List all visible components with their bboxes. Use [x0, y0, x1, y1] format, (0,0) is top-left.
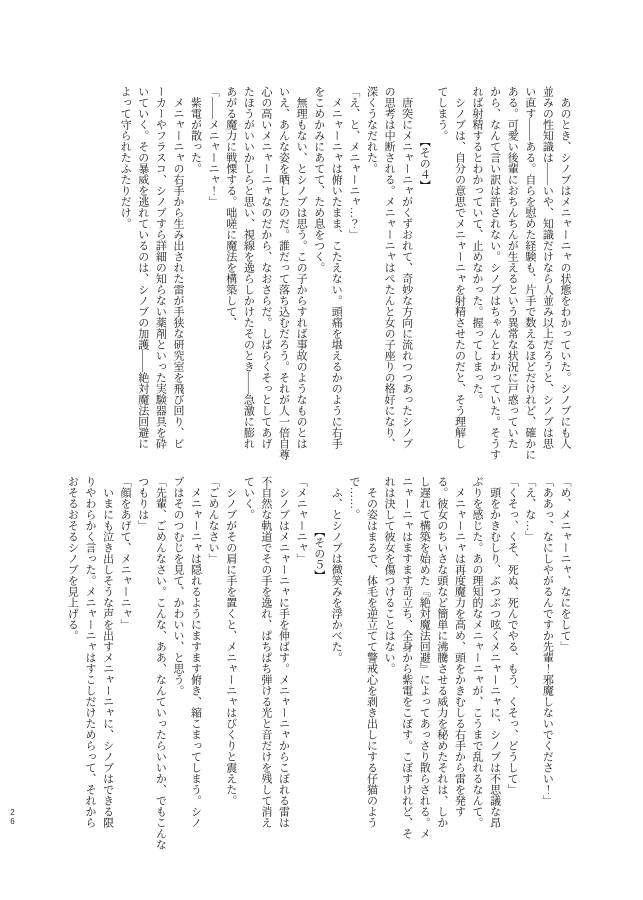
text-line: りやわらかく言った。メニャーニャはすこしだけためらって、それから — [83, 476, 96, 828]
text-line: たほうがいいかしらと思い、視線を逸らしかけたそのとき――急激に膨れ — [242, 86, 255, 449]
text-line: をこめかみにあてて、ため息をつく。 — [312, 86, 325, 273]
text-line: ーカーやフラスコ、シノブすら詳細の知らない薬剤といった実験器具を砕 — [154, 86, 167, 449]
text-line: 「――メニャーニャ！」 — [207, 86, 220, 207]
text-line: メニャーニャの右手から生み出された雷が手狭な研究室を飛び回り、ビ — [171, 86, 184, 449]
text-line: る。彼女のちいさな頭など簡単に沸騰させる威力を秘めたそれは、しか — [435, 476, 448, 828]
text-line: れは決して彼女を傷つけることはない。 — [383, 476, 396, 674]
text-line: 「ああっ、なにしやがるんですか先輩！邪魔しないでください！」 — [541, 476, 554, 806]
text-line: れば射精するとわかっていて、止めなかった。握ってしまった。 — [471, 86, 484, 405]
text-line: 「え、と、メニャーニャ…？」 — [347, 86, 360, 240]
text-line: の思考は中断される。メニャーニャはぺたんと女の子座りの格好になり、 — [383, 86, 396, 449]
text-line: ぶりを感じた。あの理知的なメニャーニャが、こうまで乱れるなんて。 — [471, 476, 484, 828]
text-line: 「先輩、ごめんなさい。こんな、ああ、なんていったらいいか、でもこんな — [154, 476, 167, 850]
text-line: 「え、な…」 — [523, 476, 536, 542]
text-line: てしまう。 — [435, 86, 448, 141]
text-line: 頭をかきむしり、ぶつぶつ呟くメニャーニャに、シノブは不思議な昂 — [488, 476, 501, 828]
text-line: いまにも泣き出しそうな声を出すメニャーニャに、シノブはできる限 — [101, 476, 114, 828]
text-line: で……。 — [347, 476, 360, 520]
text-line: メニャーニャは隠れるようにますます俯き、縮こまってしまう。シノ — [189, 476, 202, 828]
text-line: シノブがその肩に手を置くと、メニャーニャはびくりと震えた。 — [224, 476, 237, 806]
section-heading: 【その５】 — [312, 526, 325, 581]
text-line: シノブはメニャーニャに手を伸ばす。メニャーニャからこぼれる雷は — [277, 476, 290, 828]
page-number: 26 — [8, 808, 17, 826]
text-line: いていく。その暴威を逃れているのは、シノブの加護――絶対魔法回避に — [136, 86, 149, 449]
text-line: 不自然な軌道でその手を逸れ、ぱちぱち弾ける光と音だけを残して消え — [259, 476, 272, 828]
text-line: 「メニャーニャ」 — [295, 476, 308, 564]
text-line: おそるおそるシノブを見上げる。 — [66, 476, 79, 641]
text-line: ふ、とシノブは微笑みを浮かべた。 — [330, 476, 343, 663]
text-line: 無理もない、とシノブは思う。この子からすれば事故のようなものとは — [295, 86, 308, 449]
text-line: あがる魔力に戦慄する。咄嗟に魔法を構築して、 — [224, 86, 237, 328]
text-line: あのとき、シノブはメニャーニャの状態をわかっていた。シノブにも人 — [559, 86, 571, 449]
text-line: 「ごめんなさい」 — [207, 476, 220, 564]
text-line: ブはそのつむじを見て、かわいい、と思う。 — [171, 476, 184, 696]
text-line: 紫電が散った。 — [189, 86, 202, 174]
text-line: 「くそっ、くそ、死ぬ、死んでやる、もう、くそっ、どうして」 — [506, 476, 519, 795]
text-line: し遅れて構築を始めた『絶対魔法回避』によってあっさり散らされる。メ — [418, 476, 431, 839]
text-line: 並みの性知識は――いや、知識だけなら人並み以上だろうと、シノブは思 — [541, 86, 554, 449]
text-line: シノブは、自分の意思でメニャーニャを射精させたのだと、そう理解し — [453, 86, 466, 449]
section-heading: 【その４】 — [418, 136, 431, 191]
text-line: ていく。 — [242, 476, 255, 520]
lower-text-block — [63, 476, 573, 854]
text-line: ニャーニャはますます苛立ち、全身から紫電をこぼす。こぼすけれど、そ — [400, 476, 413, 839]
text-line: い直す――ある。自らを慰めた経験も、片手で数えるほどだけれど、確かに — [523, 86, 536, 460]
text-line: 「顔をあげて、メニャーニャ」 — [119, 476, 132, 630]
text-line: から、なんて言い訳は許されない。シノブはちゃんとわかっていた。そうす — [488, 86, 501, 460]
text-line: 深くうなだれた。 — [365, 86, 378, 174]
upper-text-block — [116, 86, 573, 464]
text-line: 「め、メニャーニャ、なにをして」 — [559, 476, 571, 652]
text-line: ある。可愛い後輩におちんちんが生えるという異常な状況に戸惑っていた — [506, 86, 519, 449]
text-line: その姿はまるで、体毛を逆立てて警戒心を剥き出しにする仔猫のよう — [365, 476, 378, 828]
text-line: いえ、あんな姿を晒したのだ。誰だって落ち込むだろう。それが人一倍自尊 — [277, 86, 290, 460]
text-line: よって守られたふたりだけ。 — [119, 86, 132, 229]
text-line: つもりは」 — [136, 476, 149, 531]
text-line: 心の高いメニャーニャなのだから、なおさらだ。しばらくそっとしてあげ — [259, 86, 272, 449]
text-line: メニャーニャは俯いたまま、こたえない。頭痛を堪えるかのように右手 — [330, 86, 343, 449]
text-line: メニャーニャは再度魔力を高め、頭をかきむしる右手から雷を発す — [453, 476, 466, 817]
text-line: 唐突にメニャーニャがくずおれて、奇妙な方向に流れつつあったシノブ — [400, 86, 413, 449]
